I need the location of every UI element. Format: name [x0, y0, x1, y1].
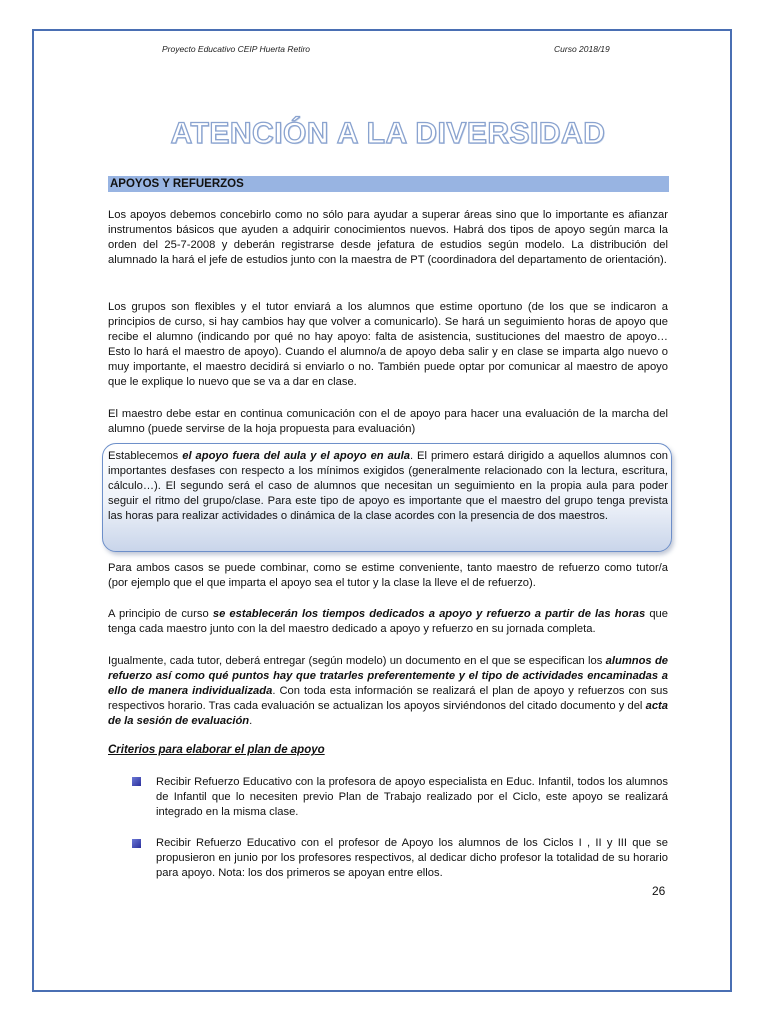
paragraph-tutor-end: .	[249, 715, 253, 727]
list-item: Recibir Refuerzo Educativo con el profesor de Apoyo los alumnos de los Ciclos I , II y III que se propusieron en junio por los profesores respectivos, al dedicar dicho profesor la totalidad de su horario para apoyo. Nota: los dos primeros se apoyan entre ellos.	[156, 837, 668, 879]
paragraph-groups: Los grupos son flexibles y el tutor enviará a los alumnos que estime oportuno (de los que se indicaron a principios de curso, si hay cambios hay que volver a comunicarlo). Se hará un seguimiento horas de apoyo que recibe el alumno (indicando por qué no hay apoyo: falta de asistencia, sustituciones del maestro de apoyo… Esto lo hará el maestro de apoyo). Cuando el alumno/a de apoyo deba salir y en clase se imparta algo nuevo o muy importante, el maestro decidirá si enviarlo o no. También puede optar por comunicar al maestro de apoyo que le explique lo nuevo que se va a dar en clase.	[108, 301, 668, 388]
paragraph-tutor-document	[108, 654, 668, 729]
paragraph-schedule-post: que tenga cada maestro junto con la del maestro dedicado a apoyo y refuerzo en su jornada completa.	[108, 608, 668, 635]
paragraph-schedule-bold: se establecerán los tiempos dedicados a apoyo y refuerzo a partir de las horas	[212, 608, 646, 620]
paragraph-tutor-bold: alumnos de refuerzo así como qué puntos hay que tratarles preferentemente y el tipo de actividades encaminadas a ello de manera individualizada	[108, 655, 668, 697]
callout-text-post: . El primero estará dirigido a aquellos alumnos con importantes desfases con respecto a los mínimos exigidos (generalmente relacionado con la lectura, escritura, cálculo…). El segundo será el caso de alumnos que necesitan un seguimiento en la propia aula para poder seguir el ritmo del grupo/clase. Para este tipo de apoyo es importante que el maestro del grupo tenga prevista las horas para realizar actividades o dinámica de la clase acordes con la presencia de dos maestros.	[108, 450, 669, 522]
bullet-square-icon	[132, 777, 141, 786]
callout-text	[108, 449, 668, 524]
paragraph-communication: El maestro debe estar en continua comunicación con el de apoyo para hacer una evaluación de la marcha del alumno (puede servirse de la hoja propuesta para evaluación)	[108, 408, 668, 435]
paragraph-combine: Para ambos casos se puede combinar, como se estime conveniente, tanto maestro de refuerzo como tutor/a (por ejemplo que el que imparta el apoyo sea el tutor y la clase la lleve el de refuerzo).	[108, 562, 668, 589]
callout-text-bold: el apoyo fuera del aula y el apoyo en aula	[182, 450, 410, 462]
callout-text-pre: Establecemos	[108, 450, 183, 462]
paragraph-tutor-mid: . Con toda esta información se realizará el plan de apoyo y refuerzos con sus respectivos horario. Tras cada evaluación se actualizan los apoyos sirviéndonos del citado documento y del	[108, 685, 668, 712]
paragraph-tutor-bold2: acta de la sesión de evaluación	[108, 700, 668, 727]
header-project: Proyecto Educativo CEIP Huerta Retiro	[162, 44, 311, 54]
paragraph-tutor-pre: Igualmente, cada tutor, deberá entregar (según modelo) un documento en el que se especifican los	[108, 655, 606, 667]
page-number: 26	[652, 884, 666, 898]
list-item: Recibir Refuerzo Educativo con la profesora de apoyo especialista en Educ. Infantil, todos los alumnos de Infantil que lo necesiten previo Plan de Trabajo realizado por el Ciclo, este apoyo se realizará integrado en la misma clase.	[156, 776, 668, 818]
section-heading: APOYOS Y REFUERZOS	[108, 176, 669, 192]
page-title: ATENCIÓN A LA DIVERSIDAD	[170, 117, 606, 150]
paragraph-schedule	[108, 607, 668, 637]
paragraph-schedule-pre: A principio de curso	[108, 608, 213, 620]
criteria-heading: Criterios para elaborar el plan de apoyo	[108, 744, 325, 756]
paragraph-intro: Los apoyos debemos concebirlo como no sólo para ayudar a superar áreas sino que lo importante es afianzar instrumentos básicos que ayuden a adquirir conocimientos nuevos. Habrá dos tipos de apoyo según marca la orden del 25-7-2008 y deberán registrarse desde jefatura de estudios según modelo. La distribución del alumnado la hará el jefe de estudios junto con la maestra de PT (coordinadora del departamento de orientación).	[108, 209, 668, 266]
bullet-square-icon	[132, 839, 141, 848]
header-course: Curso 2018/19	[554, 44, 610, 54]
